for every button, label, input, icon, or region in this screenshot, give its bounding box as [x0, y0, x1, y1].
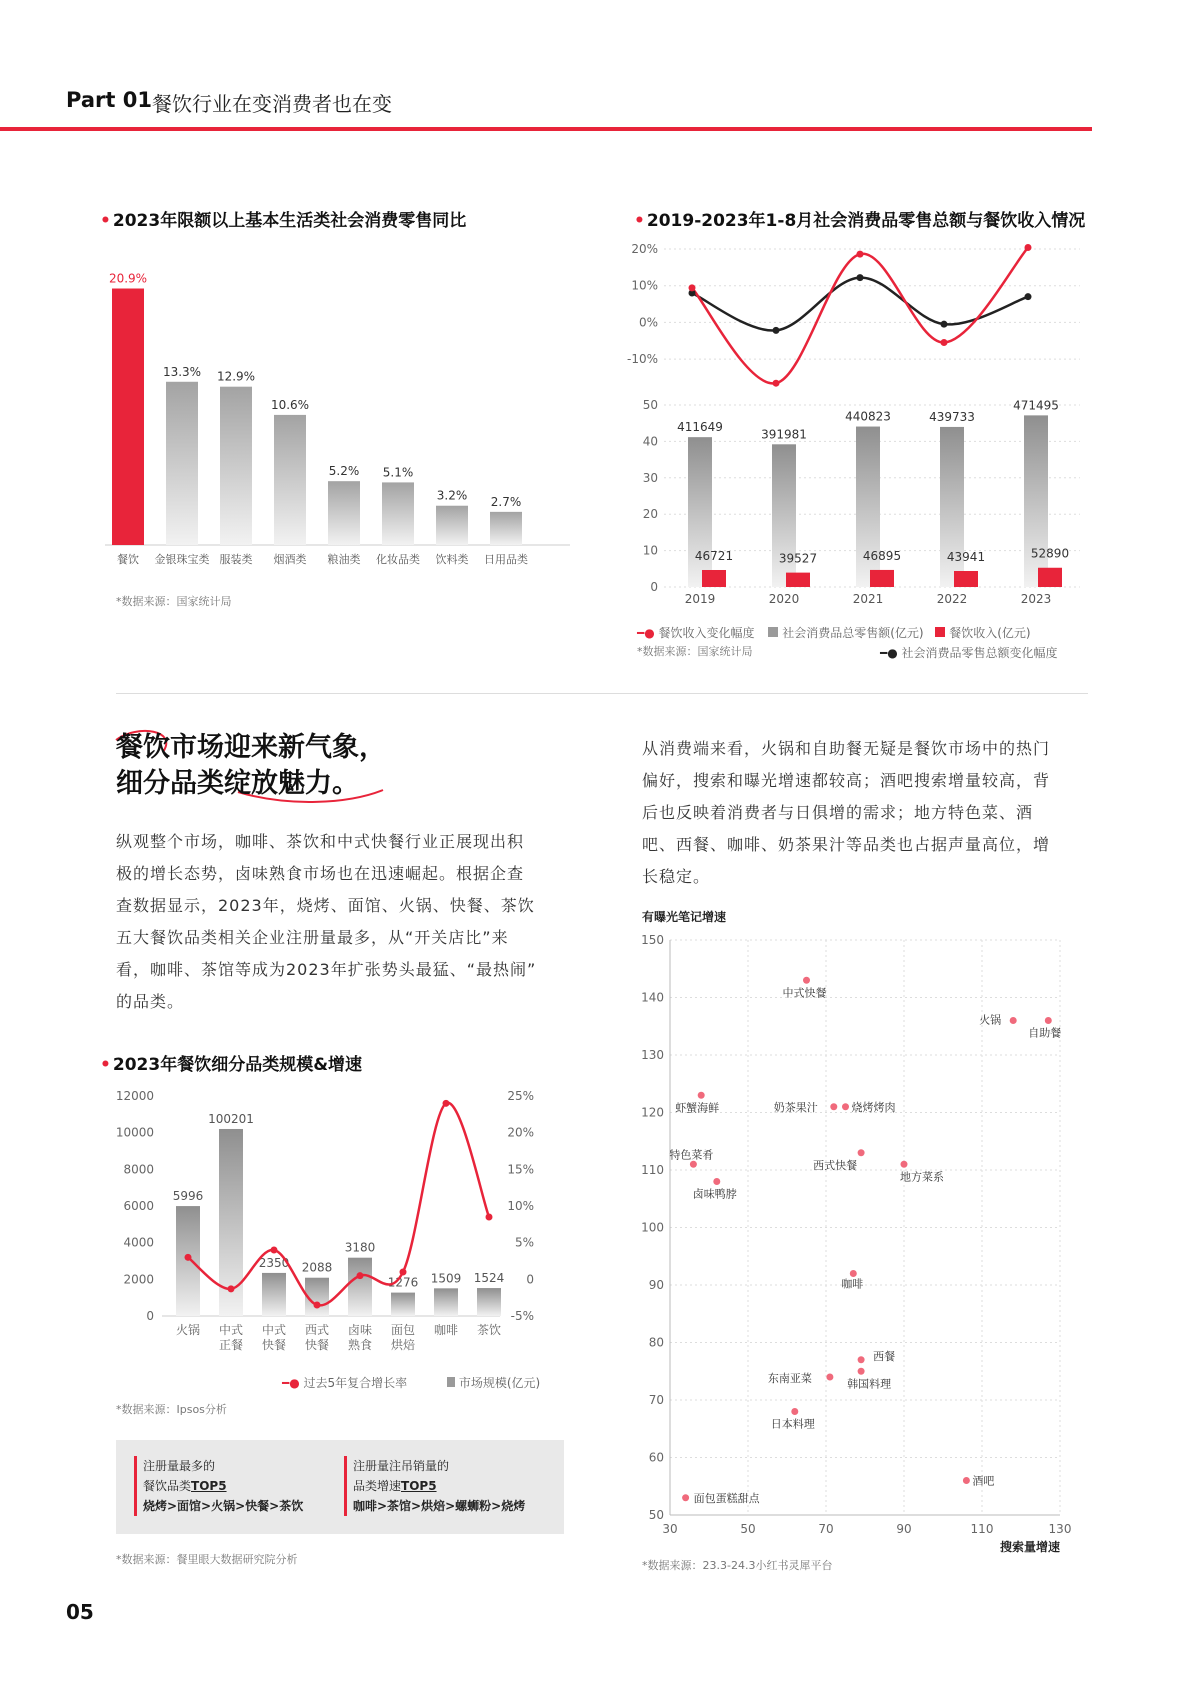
- chart3-y-tick: 4000: [123, 1235, 154, 1250]
- chart3-scale-label: 1276: [387, 1275, 419, 1290]
- chart2-retail-growth-point: [857, 274, 864, 281]
- chart1-source: *数据来源：国家统计局: [116, 595, 232, 608]
- legend-scale: 市场规模(亿元): [458, 1376, 541, 1390]
- chart4-y-tick: 100: [641, 1220, 664, 1235]
- chart1-value-label: 3.2%: [436, 488, 468, 503]
- chart3-y2-tick: 20%: [507, 1125, 534, 1140]
- chart4-point-label: 卤味鸭脖: [692, 1187, 737, 1201]
- legend-restaurant-growth: 餐饮收入变化幅度: [658, 626, 755, 640]
- chart1-category-label: 服装类: [219, 553, 253, 566]
- chart3-x-label: 咖啡: [433, 1323, 459, 1337]
- chart3-x-label: 快餐: [304, 1338, 330, 1352]
- chart4-point: [858, 1368, 865, 1375]
- chart2-total-label: 391981: [761, 427, 807, 442]
- chart2-restaurant-growth-point: [941, 339, 948, 346]
- chart2-retail-growth-point: [941, 321, 948, 328]
- chart3-scale-bar: [262, 1273, 286, 1316]
- chart2-y-tick: 0: [650, 580, 658, 594]
- chart1-category-label: 粮油类: [327, 553, 361, 566]
- chart3-x-label: 卤味: [347, 1323, 373, 1337]
- chart2-y-tick: 10: [642, 543, 658, 558]
- chart4-point: [826, 1374, 833, 1381]
- chart1-svg: [100, 235, 580, 580]
- chart1-value-label: 12.9%: [216, 369, 256, 384]
- chart3-growth-point: [185, 1254, 192, 1261]
- chart4-point-label: 奶茶果汁: [773, 1100, 818, 1114]
- chart3-svg: [100, 1080, 580, 1355]
- chart3-scale-bar: [434, 1288, 458, 1316]
- infobox-source: *数据来源：餐里眼大数据研究院分析: [116, 1553, 298, 1566]
- chart3-y2-tick: 5%: [514, 1235, 534, 1250]
- chart4-xlabel: 搜索量增速: [999, 1540, 1061, 1554]
- chart2-income-bar: [954, 571, 978, 587]
- chart4-point: [698, 1092, 705, 1099]
- chart4-y-tick: 70: [648, 1393, 664, 1407]
- chart1-bar: [220, 387, 252, 545]
- chart1-bar: [112, 289, 144, 546]
- chart1-category-label: 烟酒类: [273, 553, 307, 566]
- paragraph-right-line: 偏好，搜索和曝光增速都较高；酒吧搜索增量较高，背: [642, 771, 1051, 790]
- chart4-point: [858, 1356, 865, 1363]
- chart3-scale-label: 2350: [258, 1255, 290, 1270]
- chart3-x-label: 中式: [261, 1323, 287, 1337]
- paragraph-left-line: 查数据显示，2023年，烧烤、面馆、火锅、快餐、茶饮: [116, 896, 535, 915]
- infobox-right: [344, 1456, 525, 1516]
- chart1-value-label: 20.9%: [108, 271, 148, 286]
- chart4-point: [803, 977, 810, 984]
- legend-retail-total: 社会消费品总零售额(亿元): [782, 626, 924, 640]
- chart3-x-label: 茶饮: [476, 1323, 502, 1337]
- chart4-point: [682, 1494, 689, 1501]
- chart1-category-label: 日用品类: [484, 553, 528, 566]
- chart3-growth-point: [228, 1285, 235, 1292]
- infobox-left-strong: TOP5: [191, 1479, 227, 1493]
- paragraph-left-line: 极的增长态势，卤味熟食市场也在迅速崛起。根据企查: [116, 864, 525, 883]
- chart4-y-tick: 80: [648, 1335, 664, 1350]
- infobox-right-line2: [353, 1476, 525, 1496]
- chart1-bar: [436, 506, 468, 545]
- chart3-scale-label: 100201: [208, 1111, 254, 1126]
- chart4-point-label: 西式快餐: [813, 1158, 858, 1172]
- chart3-x-label: 熟食: [347, 1338, 373, 1352]
- chart2-svg: [620, 235, 1090, 610]
- chart4-ylabel: 有曝光笔记增速: [642, 910, 727, 924]
- chart2-title: • 2019-2023年1-8月社会消费品零售总额与餐饮收入情况: [634, 211, 1086, 231]
- infobox-right-strong: TOP5: [401, 1479, 437, 1493]
- chart1-category-label: 化妆品类: [376, 553, 420, 566]
- legend-line-black-icon: ━●: [880, 646, 898, 660]
- chart3-y-tick: 10000: [115, 1125, 154, 1140]
- chart4-source: *数据来源：23.3-24.3小红书灵犀平台: [642, 1559, 833, 1572]
- chart3-growth-point: [357, 1272, 364, 1279]
- chart4-y-tick: 60: [648, 1450, 664, 1465]
- infobox-left: [134, 1456, 303, 1516]
- chart3-growth-point: [400, 1269, 407, 1276]
- chart4-point-label: 西餐: [873, 1349, 896, 1363]
- chart1-bar: [166, 382, 198, 545]
- chart2-x-label: 2023: [1020, 592, 1052, 606]
- chart3-growth-point: [271, 1247, 278, 1254]
- chart4-point: [963, 1477, 970, 1484]
- chart2-restaurant-growth-point: [857, 251, 864, 258]
- chart1-value-label: 13.3%: [162, 364, 202, 379]
- chart4-point: [850, 1270, 857, 1277]
- chart3-growth-point: [314, 1302, 321, 1309]
- chart4-point-label: 韩国料理: [847, 1377, 892, 1391]
- chart4-y-tick: 90: [648, 1278, 664, 1292]
- chart4-point: [791, 1408, 798, 1415]
- paragraph-right: [642, 733, 1102, 893]
- chart2-x-label: 2022: [936, 592, 968, 606]
- legend-gray-box-icon: [768, 627, 778, 637]
- chart2-retail-growth-point: [773, 327, 780, 334]
- chart2-total-bar: [688, 437, 712, 587]
- chart3-scale-bar: [176, 1206, 200, 1316]
- chart4-x-tick: 70: [818, 1522, 834, 1536]
- chart4-svg: [630, 925, 1090, 1565]
- chart3-y-tick: 6000: [123, 1199, 154, 1213]
- chart3-source: *数据来源：Ipsos分析: [116, 1403, 227, 1416]
- chart2-income-label: 39527: [778, 551, 818, 566]
- chart2-y-tick: 30: [642, 470, 658, 485]
- chart3-legend: [282, 1374, 540, 1391]
- chart2-income-label: 52890: [1030, 546, 1070, 561]
- chart2-source: *数据来源：国家统计局: [637, 645, 753, 658]
- paragraph-left-line: 看，咖啡、茶馆等成为2023年扩张势头最猛、“最热闹”: [116, 960, 537, 979]
- infobox-left-prefix: 餐饮品类: [143, 1479, 192, 1493]
- chart2-income-bar: [870, 570, 894, 587]
- chart4-x-tick: 50: [740, 1522, 756, 1536]
- chart2-total-label: 439733: [929, 409, 975, 424]
- chart3-x-label: 中式: [218, 1323, 244, 1337]
- chart4-x-tick: 110: [970, 1522, 994, 1536]
- chart2-total-bar: [1024, 415, 1048, 587]
- chart4-y-tick: 140: [641, 990, 664, 1005]
- paragraph-right-line: 长稳定。: [642, 867, 711, 886]
- chart2-legend-row2: [880, 644, 1058, 661]
- chart4-point-label: 特色菜肴: [669, 1148, 714, 1162]
- chart3-scale-label: 5996: [172, 1189, 204, 1204]
- chart1-bar: [328, 481, 360, 545]
- chart3-x-label: 火锅: [175, 1323, 201, 1337]
- chart4-point-label: 自助餐: [1028, 1026, 1062, 1040]
- chart4-point: [713, 1178, 720, 1185]
- chart2-total-label: 411649: [677, 420, 723, 435]
- chart4-point-label: 地方菜系: [900, 1170, 944, 1184]
- chart4-point: [830, 1103, 837, 1110]
- chart2-x-label: 2020: [768, 592, 800, 606]
- chart1-value-label: 5.2%: [328, 464, 360, 479]
- chart3-x-label: 烘焙: [390, 1338, 416, 1352]
- chart2-y2-tick: -10%: [626, 352, 658, 367]
- chart4-point-label: 烧烤烤肉: [851, 1100, 896, 1114]
- chart4-point-label: 火锅: [979, 1013, 1002, 1027]
- section-divider: [116, 693, 1088, 694]
- legend-retail-growth: 社会消费品零售总额变化幅度: [901, 646, 1058, 660]
- infobox-right-ranking: 咖啡>茶馆>烘焙>螺蛳粉>烧烤: [353, 1499, 526, 1513]
- paragraph-left-line: 五大餐饮品类相关企业注册量最多，从“开关店比”来: [116, 928, 509, 947]
- headline-line1: 餐饮市场迎来新气象，: [116, 732, 386, 763]
- paragraph-right-line: 从消费端来看，火锅和自助餐无疑是餐饮市场中的热门: [642, 739, 1051, 758]
- chart4-point-label: 东南亚菜: [767, 1372, 812, 1385]
- chart4-point-label: 酒吧: [972, 1474, 995, 1488]
- chart2-x-label: 2021: [852, 592, 884, 606]
- chart3-scale-label: 2088: [301, 1260, 333, 1275]
- infobox-left-ranking: 烧烤>面馆>火锅>快餐>茶饮: [143, 1499, 304, 1513]
- chart3-growth-point: [486, 1214, 493, 1221]
- chart2-income-label: 46895: [862, 548, 902, 563]
- chart3-x-label: 正餐: [218, 1338, 244, 1352]
- chart4-point: [1045, 1017, 1052, 1024]
- chart2-restaurant-growth-point: [773, 380, 780, 387]
- infobox-right-prefix: 品类增速: [353, 1479, 402, 1493]
- chart2-restaurant-growth-point: [1025, 244, 1032, 251]
- chart1-bar: [490, 512, 522, 545]
- infobox-left-line2: [143, 1476, 303, 1496]
- chart3-growth-point: [443, 1100, 450, 1107]
- legend-restaurant-income: 餐饮收入(亿元): [949, 626, 1031, 640]
- page-title: 餐饮行业在变消费者也在变: [152, 92, 392, 116]
- chart2-restaurant-growth-line: [692, 248, 1028, 384]
- chart3-scale-label: 3180: [344, 1240, 376, 1255]
- chart1-category-label: 餐饮: [117, 553, 139, 566]
- chart4-point-label: 面包蛋糕甜点: [693, 1491, 760, 1505]
- chart3-y2-tick: 25%: [507, 1089, 534, 1103]
- chart4-point-label: 中式快餐: [782, 986, 827, 1000]
- chart4-x-tick: 90: [896, 1522, 912, 1536]
- chart4-x-tick: 130: [1048, 1522, 1072, 1536]
- chart3-scale-label: 1524: [473, 1271, 505, 1286]
- part-label: Part 01: [66, 88, 152, 112]
- chart3-scale-bar: [348, 1258, 372, 1316]
- chart2-y-tick: 20: [642, 507, 658, 522]
- chart3-y2-tick: 10%: [507, 1199, 534, 1213]
- chart3-y-tick: 2000: [123, 1272, 154, 1287]
- chart4-y-tick: 110: [641, 1163, 664, 1177]
- chart1-value-label: 5.1%: [382, 465, 414, 480]
- chart3-title: • 2023年餐饮细分品类规模&增速: [100, 1055, 363, 1075]
- chart4-y-tick: 120: [641, 1105, 664, 1120]
- chart4-point: [1010, 1017, 1017, 1024]
- chart2-x-label: 2019: [684, 592, 716, 606]
- legend-growth: 过去5年复合增长率: [303, 1376, 408, 1390]
- chart2-y2-tick: 10%: [631, 278, 658, 293]
- chart1-value-label: 2.7%: [490, 494, 522, 509]
- chart3-scale-bar: [391, 1293, 415, 1316]
- chart1-category-label: 饮料类: [435, 553, 469, 566]
- chart2-restaurant-growth-point: [689, 284, 696, 291]
- chart1-value-label: 10.6%: [270, 397, 310, 412]
- paragraph-right-line: 后也反映着消费者与日俱增的需求；地方特色菜、酒: [642, 803, 1034, 822]
- chart3-y2-tick: 0: [526, 1272, 534, 1287]
- chart2-total-label: 471495: [1013, 398, 1059, 413]
- chart4-point: [690, 1161, 697, 1168]
- headline: [116, 730, 386, 802]
- chart1-bar: [382, 482, 414, 545]
- legend-red-box-icon: [935, 627, 945, 637]
- chart4-x-tick: 30: [662, 1522, 678, 1536]
- paragraph-right-line: 吧、西餐、咖啡、奶茶果汁等品类也占据声量高位，增: [642, 835, 1051, 854]
- chart3-y2-tick: -5%: [510, 1309, 534, 1323]
- chart3-y-tick: 8000: [123, 1162, 154, 1177]
- header-rule: [0, 127, 1092, 131]
- chart3-y-tick: 12000: [115, 1089, 154, 1103]
- chart2-income-bar: [702, 570, 726, 587]
- chart3-scale-bar: [477, 1288, 501, 1316]
- chart4-y-tick: 50: [648, 1508, 664, 1522]
- chart2-income-bar: [786, 573, 810, 587]
- chart1-category-label: 金银珠宝类: [154, 553, 210, 566]
- legend-line-red-icon: ━●: [637, 626, 655, 640]
- legend-growth-line-icon: ━●: [282, 1376, 300, 1390]
- chart2-income-label: 46721: [694, 548, 734, 563]
- chart1-title: • 2023年限额以上基本生活类社会消费零售同比: [100, 211, 467, 231]
- chart4-y-tick: 130: [641, 1048, 664, 1062]
- chart3-y2-tick: 15%: [507, 1162, 534, 1177]
- chart4-point-label: 虾蟹海鲜: [675, 1101, 720, 1115]
- chart3-scale-label: 1509: [430, 1271, 462, 1286]
- chart2-y-tick: 50: [642, 398, 658, 412]
- chart3-x-label: 西式: [304, 1323, 330, 1337]
- chart1-bar: [274, 415, 306, 545]
- chart2-legend-row1: [637, 624, 1031, 641]
- chart2-y2-tick: 0%: [638, 315, 658, 330]
- legend-scale-box-icon: [447, 1377, 455, 1387]
- chart2-income-label: 43941: [946, 550, 986, 565]
- paragraph-left-line: 的品类。: [116, 992, 185, 1011]
- headline-line2: 细分品类绽放魅力。: [116, 768, 359, 799]
- chart2-income-bar: [1038, 568, 1062, 587]
- chart4-point-label: 咖啡: [841, 1277, 864, 1291]
- infobox-left-line1: 注册量最多的: [143, 1459, 216, 1473]
- chart3-x-label: 快餐: [261, 1338, 287, 1352]
- chart2-total-label: 440823: [845, 409, 891, 424]
- chart2-retail-growth-point: [1025, 293, 1032, 300]
- paragraph-left: [116, 826, 576, 1018]
- chart3-x-label: 面包: [390, 1323, 416, 1337]
- top5-infobox: [116, 1440, 564, 1534]
- chart4-point: [901, 1161, 908, 1168]
- page-number: 05: [66, 1600, 94, 1624]
- chart4-point: [842, 1103, 849, 1110]
- infobox-right-line1: 注册量注吊销量的: [353, 1459, 450, 1473]
- chart4-point: [858, 1149, 865, 1156]
- chart2-y-tick: 40: [642, 434, 658, 449]
- chart4-y-tick: 150: [641, 933, 664, 947]
- chart4-point-label: 日本料理: [770, 1417, 815, 1431]
- paragraph-left-line: 纵观整个市场，咖啡、茶饮和中式快餐行业正展现出积: [116, 832, 525, 851]
- chart2-y2-tick: 20%: [631, 242, 658, 256]
- chart3-y-tick: 0: [146, 1309, 154, 1323]
